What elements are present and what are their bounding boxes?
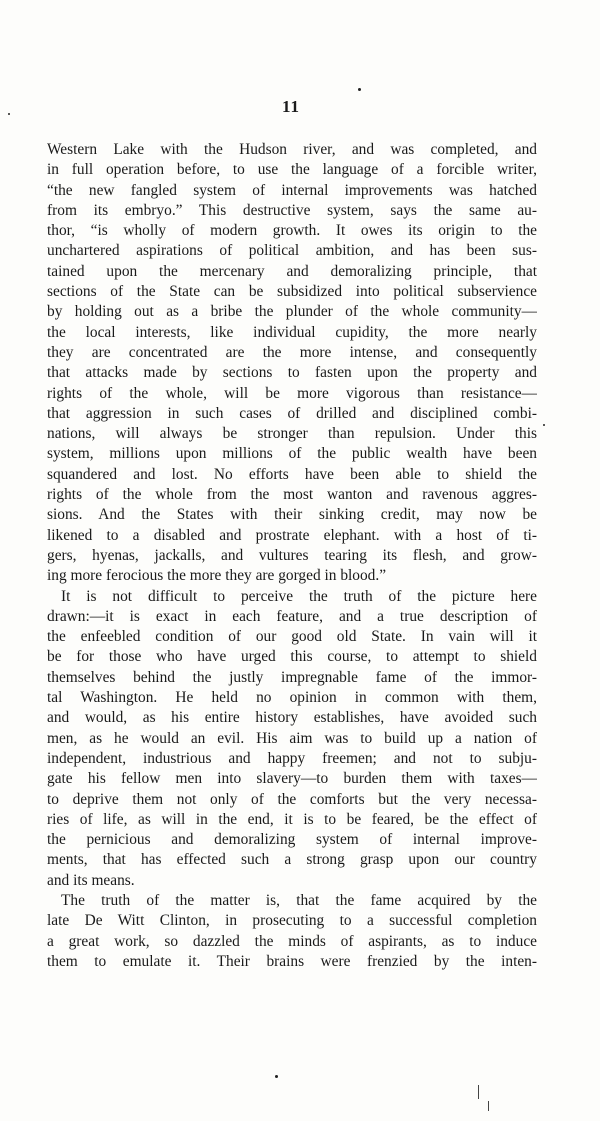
text-line: ing more ferocious the more they are gorged in blood.” (47, 567, 387, 585)
text-line: It is not difficult to perceive the truth of the picture here (61, 587, 537, 605)
text-line: unchartered aspirations of political ambition, and has been sus- (47, 242, 537, 260)
text-line: tal Washington. He held no opinion in common with them, (47, 689, 537, 707)
text-line: ries of life, as will in the end, it is to be feared, be the effect of (47, 810, 537, 828)
scan-speck (8, 113, 10, 115)
text-line: men, as he would an evil. His aim was to build up a nation of (47, 729, 537, 747)
text-line: rights of the whole from the most wanton and ravenous aggres- (47, 486, 537, 504)
text-line: from its embryo.” This destructive system, says the same au- (47, 201, 537, 219)
text-line: late De Witt Clinton, in prosecuting to a successful completion (47, 912, 537, 930)
text-line: system, millions upon millions of the public wealth have been (47, 445, 537, 463)
scan-speck (543, 424, 545, 426)
text-line: in full operation before, to use the language of a forcible writer, (47, 161, 537, 179)
text-line: them to emulate it. Their brains were frenzied by the inten- (47, 952, 537, 970)
body-text (47, 140, 537, 972)
scan-speck (275, 1075, 278, 1078)
text-line: and its means. (47, 871, 135, 889)
scan-speck (358, 88, 361, 91)
text-line: the local interests, like individual cupidity, the more nearly (47, 323, 537, 341)
text-line: likened to a disabled and prostrate elephant. with a host of ti- (47, 526, 537, 544)
text-line: that aggression in such cases of drilled and disciplined combi- (47, 404, 537, 422)
text-line: by holding out as a bribe the plunder of the whole community— (47, 303, 537, 321)
text-line: tained upon the mercenary and demoralizing principle, that (47, 262, 537, 280)
scan-mark (478, 1085, 479, 1099)
text-line: ments, that has effected such a strong grasp upon our country (47, 851, 537, 869)
text-line: thor, “is wholly of modern growth. It owes its origin to the (47, 222, 537, 240)
scan-mark (488, 1101, 489, 1111)
text-line: Western Lake with the Hudson river, and was completed, and (47, 141, 537, 158)
text-line: and would, as his entire history establishes, have avoided such (47, 709, 537, 727)
text-line: gate his fellow men into slavery—to burden them with taxes— (47, 770, 537, 788)
text-line: sions. And the States with their sinking credit, may now be (47, 506, 537, 524)
text-line: The truth of the matter is, that the fame acquired by the (61, 891, 537, 909)
text-line: independent, industrious and happy freemen; and not to subju- (47, 749, 537, 767)
text-line: the enfeebled condition of our good old State. In vain will it (47, 628, 537, 646)
text-line: to deprive them not only of the comforts but the very necessa- (47, 790, 537, 808)
text-line: rights of the whole, will be more vigorous than resistance— (47, 384, 537, 402)
text-line: that attacks made by sections to fasten upon the property and (47, 364, 537, 382)
text-line: drawn:—it is exact in each feature, and a true description of (47, 607, 537, 625)
text-line: a great work, so dazzled the minds of aspirants, as to induce (47, 932, 537, 950)
text-line: the pernicious and demoralizing system of internal improve- (47, 831, 537, 849)
page-number: 11 (282, 97, 301, 116)
text-line: sections of the State can be subsidized into political subservience (47, 283, 537, 301)
text-line: be for those who have urged this course, to attempt to shield (47, 648, 537, 666)
text-line: squandered and lost. No efforts have been able to shield the (47, 465, 537, 483)
text-line: “the new fangled system of internal improvements was hatched (47, 181, 537, 199)
text-line: nations, will always be stronger than repulsion. Under this (47, 425, 537, 443)
text-line: they are concentrated are the more intense, and consequently (47, 343, 537, 361)
text-line: gers, hyenas, jackalls, and vultures tearing its flesh, and grow- (47, 546, 537, 564)
text-line: themselves behind the justly impregnable fame of the immor- (47, 668, 537, 686)
